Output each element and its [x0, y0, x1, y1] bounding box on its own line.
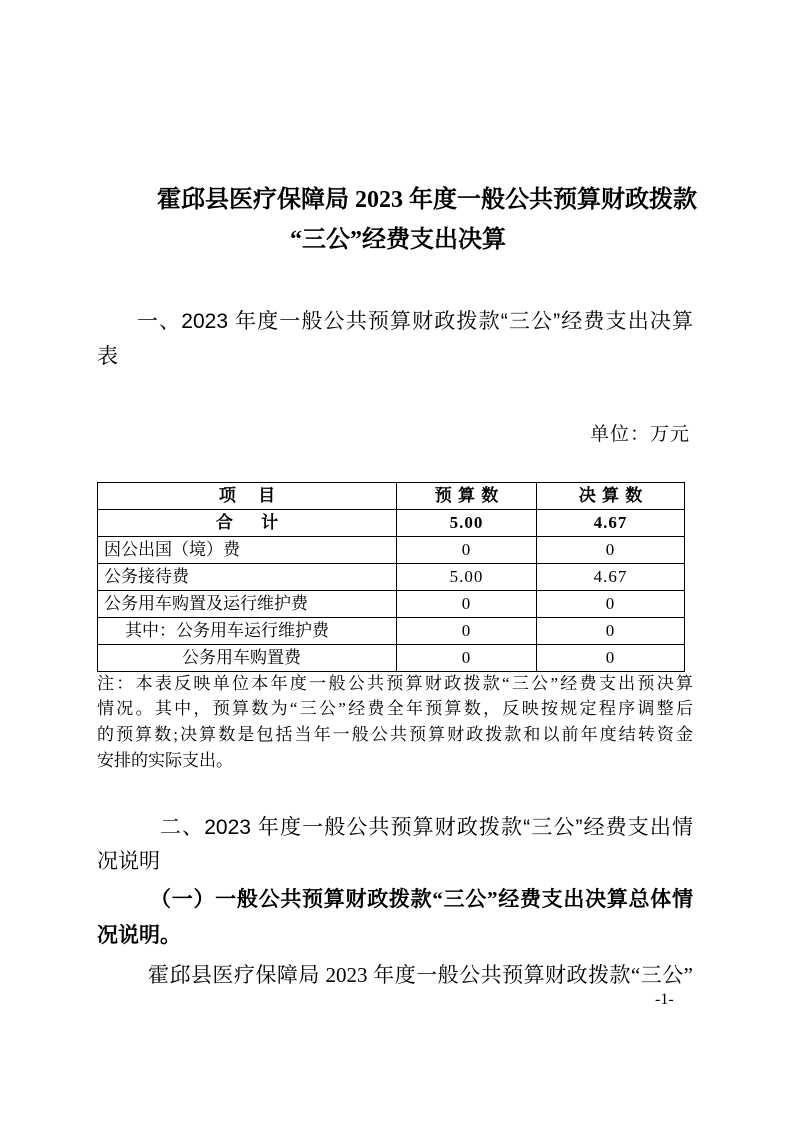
table-cell-budget: 0	[397, 645, 537, 672]
table-cell-item: 因公出国（境）费	[98, 537, 397, 564]
table-cell-final: 4.67	[537, 510, 685, 537]
table-cell-budget: 0	[397, 591, 537, 618]
table-cell-final: 4.67	[537, 564, 685, 591]
column-header-final: 决 算 数	[537, 483, 685, 510]
table-cell-item: 公务接待费	[98, 564, 397, 591]
page-number: -1-	[655, 991, 674, 1008]
table-cell-final: 0	[537, 645, 685, 672]
three-public-expenses-table	[97, 482, 685, 672]
table-row-total	[98, 510, 685, 537]
section-1-heading: 一、2023 年度一般公共预算财政拨款“三公”经费支出决算	[137, 310, 693, 333]
table-row-sub	[98, 618, 685, 645]
table-cell-final: 0	[537, 618, 685, 645]
table-cell-item: 其中：公务用车运行维护费	[98, 618, 397, 645]
section-2-heading: 二、2023 年度一般公共预算财政拨款“三公”经费支出情	[160, 816, 693, 839]
column-header-budget: 预 算 数	[397, 483, 537, 510]
table-cell-final: 0	[537, 537, 685, 564]
column-header-item: 项 目	[98, 483, 397, 510]
subsection-1-heading-continued: 况说明。	[97, 923, 181, 947]
section-2-heading-continued: 况说明	[97, 850, 160, 873]
section-1-heading-continued: 表	[97, 345, 118, 368]
table-note-line: 注：本表反映单位本年度一般公共预算财政拨款“三公”经费支出预决算	[97, 674, 693, 693]
table-row	[98, 537, 685, 564]
table-note-line: 安排的实际支出。	[97, 751, 233, 770]
table-cell-final: 0	[537, 591, 685, 618]
table-row-sub	[98, 645, 685, 672]
table-note-line: 的预算数;决算数是包括当年一般公共预算财政拨款和以前年度结转资金	[97, 725, 693, 744]
document-title-line-1: 霍邱县医疗保障局 2023 年度一般公共预算财政拨款	[157, 187, 697, 213]
table-cell-item: 合 计	[98, 510, 397, 537]
body-paragraph: 霍邱县医疗保障局 2023 年度一般公共预算财政拨款“三公”	[148, 963, 693, 987]
table-cell-budget: 5.00	[397, 510, 537, 537]
unit-label: 单位：万元	[589, 424, 690, 445]
table-row	[98, 591, 685, 618]
subsection-1-heading: （一）一般公共预算财政拨款“三公”经费支出决算总体情	[150, 887, 693, 911]
table-header-row	[98, 483, 685, 510]
table-cell-budget: 0	[397, 537, 537, 564]
table-cell-item: 公务用车购置及运行维护费	[98, 591, 397, 618]
table-row	[98, 564, 685, 591]
table-cell-budget: 5.00	[397, 564, 537, 591]
table-cell-item: 公务用车购置费	[98, 645, 397, 672]
table-note-line: 情况。其中，预算数为“三公”经费全年预算数，反映按规定程序调整后	[97, 699, 693, 718]
table-cell-budget: 0	[397, 618, 537, 645]
document-title-line-2: “三公”经费支出决算	[290, 227, 506, 253]
